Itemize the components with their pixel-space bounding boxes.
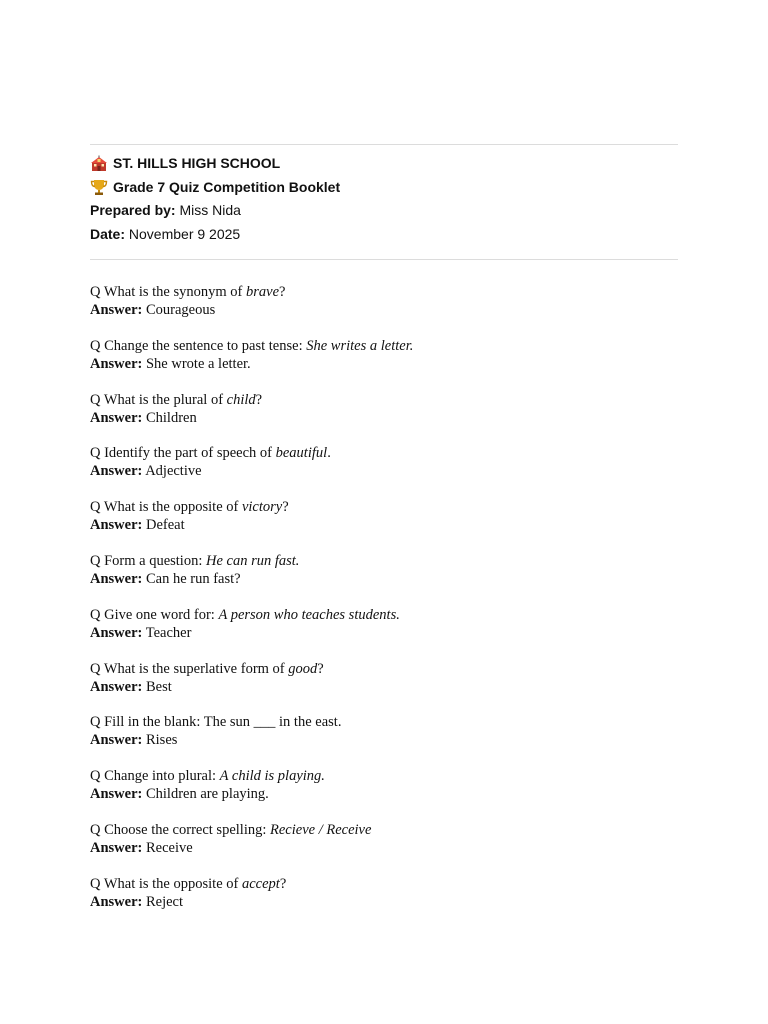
question-item	[90, 821, 678, 875]
answer-text: Reject	[145, 893, 184, 910]
question-prefix: Q Form a question:	[90, 552, 206, 569]
question-suffix: ?	[279, 284, 286, 300]
question-prefix: Q What is the superlative form of	[90, 660, 289, 677]
prepared-by-value: Miss Nida	[179, 202, 241, 219]
question-emphasis: She writes a letter.	[306, 337, 414, 354]
answer-line	[90, 409, 678, 427]
answer-text: Children	[145, 409, 197, 426]
question-item	[90, 444, 678, 498]
question-text	[90, 875, 678, 893]
answer-label: Answer:	[90, 409, 143, 426]
question-emphasis: Recieve / Receive	[270, 821, 372, 838]
question-prefix: Q What is the plural of	[90, 391, 227, 408]
answer-line	[90, 355, 678, 373]
answer-label: Answer:	[90, 355, 143, 372]
question-emphasis: He can run fast.	[206, 552, 300, 569]
question-item	[90, 498, 678, 552]
question-text	[90, 337, 678, 355]
question-item	[90, 337, 678, 391]
date-line	[90, 223, 678, 247]
answer-text: Adjective	[145, 463, 202, 480]
question-text	[90, 283, 678, 301]
answer-label: Answer:	[90, 517, 143, 534]
trophy-icon	[90, 178, 108, 196]
answer-label: Answer:	[90, 678, 143, 695]
booklet-title-line	[90, 176, 678, 200]
question-prefix: Q What is the opposite of	[90, 875, 242, 892]
question-text	[90, 821, 678, 839]
prepared-by-line	[90, 199, 678, 223]
answer-text: Best	[145, 678, 172, 695]
question-prefix: Q Choose the correct spelling:	[90, 821, 270, 838]
question-emphasis: A person who teaches students.	[218, 606, 400, 623]
question-text	[90, 552, 678, 570]
answer-line	[90, 893, 678, 911]
question-prefix: Q Change the sentence to past tense:	[90, 337, 307, 354]
school-building-icon	[90, 155, 108, 173]
question-prefix: Q Identify the part of speech of	[90, 445, 276, 462]
date-value: November 9 2025	[128, 225, 241, 242]
answer-label: Answer:	[90, 624, 143, 641]
question-item	[90, 713, 678, 767]
answer-text: Teacher	[145, 624, 192, 641]
top-divider	[90, 144, 678, 145]
answer-text: Receive	[145, 839, 193, 856]
question-suffix: ?	[279, 875, 287, 892]
prepared-by-label: Prepared by:	[90, 202, 176, 219]
question-prefix: Q What is the opposite of	[90, 499, 242, 516]
question-suffix: ?	[317, 660, 324, 677]
question-text	[90, 660, 678, 678]
answer-line	[90, 731, 678, 749]
header-divider	[90, 259, 678, 260]
answer-text: Defeat	[145, 517, 185, 534]
answer-line	[90, 462, 678, 480]
answer-text: Can he run fast?	[145, 570, 241, 587]
question-suffix: ?	[255, 391, 263, 408]
answer-label: Answer:	[90, 786, 143, 803]
question-prefix: Q What is the synonym of	[90, 284, 246, 300]
date-label: Date:	[90, 225, 126, 242]
question-emphasis: A child is playing.	[219, 768, 325, 785]
answer-line	[90, 785, 678, 803]
question-emphasis: child	[226, 391, 256, 408]
question-item	[90, 875, 678, 929]
question-item	[90, 660, 678, 714]
answer-text: Courageous	[145, 302, 216, 318]
answer-label: Answer:	[90, 893, 143, 910]
question-list	[90, 283, 678, 929]
question-prefix: Q Change into plural:	[90, 768, 220, 785]
question-text	[90, 767, 678, 785]
answer-text: She wrote a letter.	[145, 355, 251, 372]
answer-text: Rises	[145, 732, 178, 749]
answer-label: Answer:	[90, 302, 143, 318]
question-text	[90, 498, 678, 516]
question-item	[90, 391, 678, 445]
question-item	[90, 606, 678, 660]
answer-line	[90, 570, 678, 588]
question-item	[90, 767, 678, 821]
booklet-title: Grade 7 Quiz Competition Booklet	[113, 178, 341, 195]
question-text	[90, 606, 678, 624]
question-emphasis: good	[288, 660, 318, 677]
answer-label: Answer:	[90, 570, 143, 587]
answer-line	[90, 301, 678, 319]
school-name: ST. HILLS HIGH SCHOOL	[113, 155, 281, 172]
question-item	[90, 552, 678, 606]
question-suffix: .	[327, 445, 331, 462]
question-emphasis: victory	[241, 499, 283, 516]
question-emphasis: accept	[241, 875, 280, 892]
question-emphasis: brave	[246, 284, 280, 300]
answer-line	[90, 516, 678, 534]
answer-line	[90, 839, 678, 857]
answer-label: Answer:	[90, 732, 143, 749]
answer-line	[90, 624, 678, 642]
question-emphasis: beautiful	[275, 445, 328, 462]
school-line	[90, 152, 678, 176]
question-item	[90, 283, 678, 337]
question-suffix: ?	[282, 499, 289, 516]
answer-label: Answer:	[90, 463, 143, 480]
answer-label: Answer:	[90, 839, 143, 856]
question-prefix: Q Give one word for:	[90, 606, 219, 623]
answer-line	[90, 678, 678, 696]
question-prefix: Q Fill in the blank: The sun ___ in the east.	[90, 714, 342, 731]
question-text	[90, 444, 678, 462]
answer-text: Children are playing.	[145, 786, 269, 803]
question-text	[90, 391, 678, 409]
booklet-header	[90, 152, 678, 246]
question-text	[90, 713, 678, 731]
